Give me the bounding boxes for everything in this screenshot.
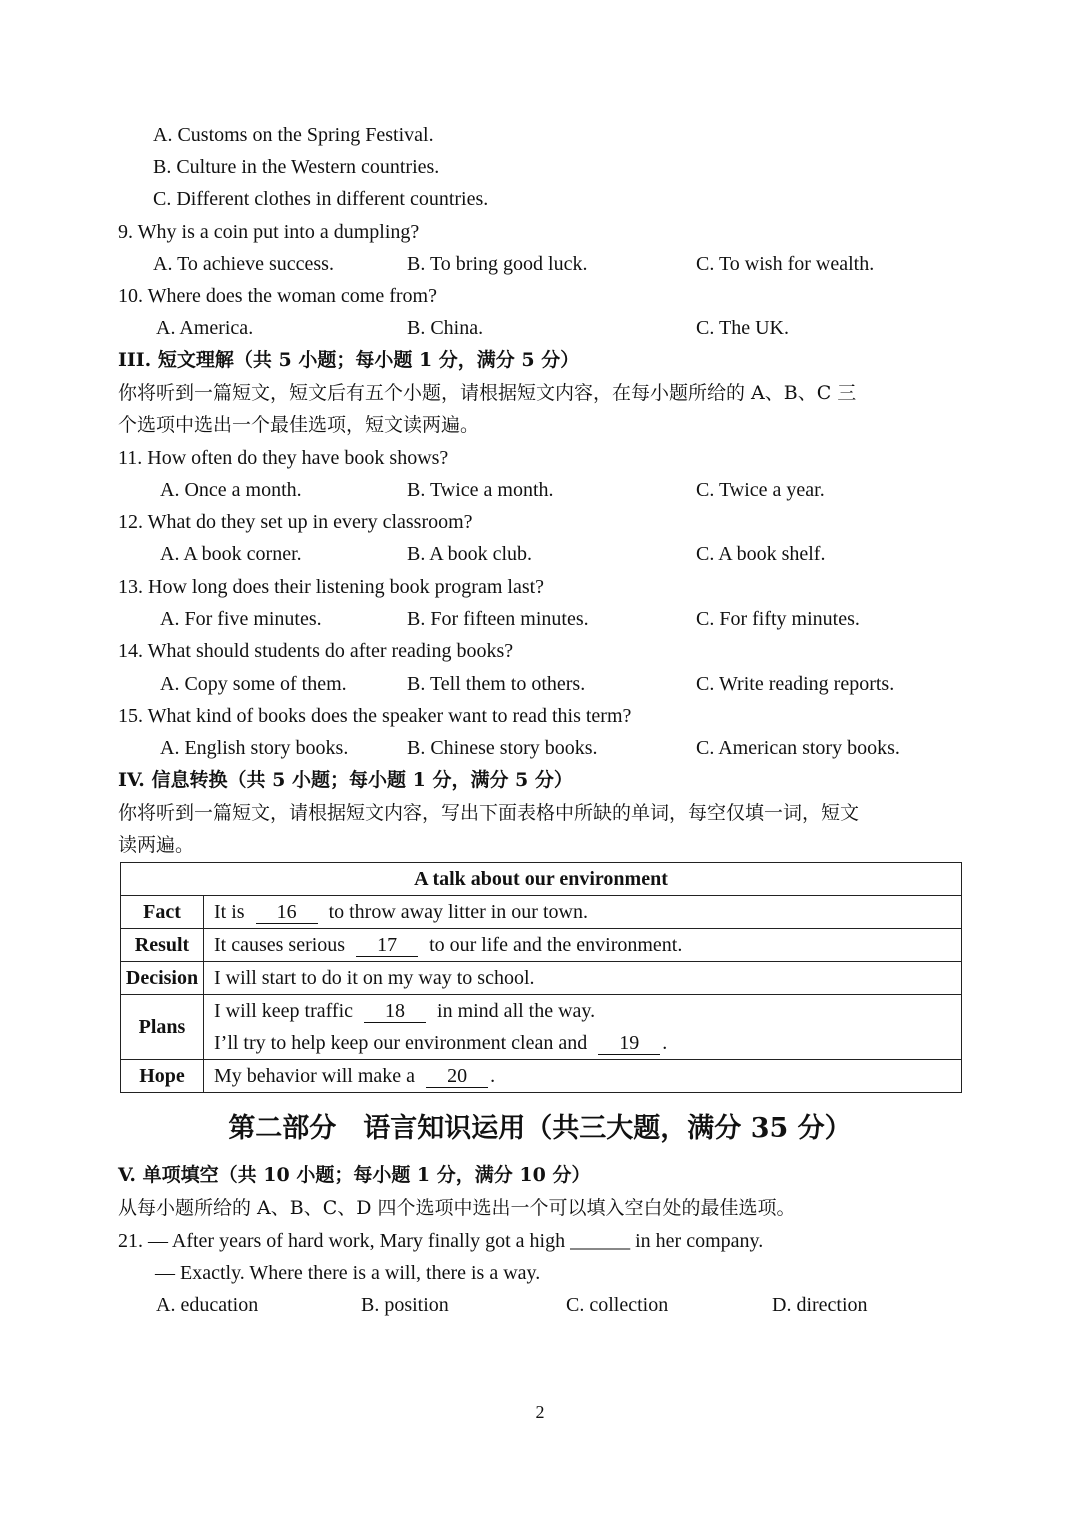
table-row-plans: [121, 995, 962, 1060]
q13-option-a: A. For five minutes.: [160, 608, 322, 630]
section3-heading: III. 短文理解（共 5 小题；每小题 1 分，满分 5 分）: [118, 349, 580, 371]
page-number: 2: [535, 1402, 545, 1422]
table-row-result: [121, 929, 962, 962]
q21-option-b: B. position: [361, 1294, 449, 1316]
blank-20[interactable]: 20: [426, 1065, 488, 1088]
q13-option-c: C. For fifty minutes.: [696, 608, 860, 630]
row-label-fact: Fact: [121, 896, 204, 929]
row-content-plans: [204, 995, 962, 1060]
blank-18[interactable]: 18: [364, 1000, 426, 1023]
row-label-hope: Hope: [121, 1060, 204, 1093]
plans-line-2: I’ll try to help keep our environment clean and 19 .: [214, 1032, 668, 1054]
table-row-hope: [121, 1060, 962, 1093]
row-content-result: It causes serious 17 to our life and the environment.: [204, 929, 962, 962]
q15-option-c: C. American story books.: [696, 737, 900, 759]
q11-question: 11. How often do they have book shows?: [118, 447, 449, 469]
q9-option-c: C. To wish for wealth.: [696, 253, 875, 275]
q10-option-b: B. China.: [407, 317, 484, 339]
q14-option-c: C. Write reading reports.: [696, 673, 895, 695]
q11-option-c: C. Twice a year.: [696, 479, 825, 501]
q15-option-b: B. Chinese story books.: [407, 737, 598, 759]
section5-instruction: 从每小题所给的 A、B、C、D 四个选项中选出一个可以填入空白处的最佳选项。: [118, 1197, 796, 1219]
q8-option-a: A. Customs on the Spring Festival.: [153, 124, 434, 146]
section3-instruction-1: 你将听到一篇短文，短文后有五个小题，请根据短文内容，在每小题所给的 A、B、C 三: [118, 382, 857, 404]
section4-heading: IV. 信息转换（共 5 小题；每小题 1 分，满分 5 分）: [118, 769, 573, 791]
q12-question: 12. What do they set up in every classroom?: [118, 511, 473, 533]
q11-option-b: B. Twice a month.: [407, 479, 554, 501]
q11-option-a: A. Once a month.: [160, 479, 302, 501]
row-label-plans: Plans: [121, 995, 204, 1060]
row-content-fact: It is 16 to throw away litter in our town.: [204, 896, 962, 929]
row-content-decision: I will start to do it on my way to school.: [204, 962, 962, 995]
q10-question: 10. Where does the woman come from?: [118, 285, 437, 307]
q15-question: 15. What kind of books does the speaker want to read this term?: [118, 705, 632, 727]
q12-option-c: C. A book shelf.: [696, 543, 826, 565]
table-title: A talk about our environment: [121, 863, 962, 896]
q15-option-a: A. English story books.: [160, 737, 349, 759]
q14-option-b: B. Tell them to others.: [407, 673, 586, 695]
q21-option-c: C. collection: [566, 1294, 669, 1316]
part2-title: 第二部分 语言知识运用（共三大题，满分 35 分）: [228, 1113, 852, 1144]
q12-option-a: A. A book corner.: [160, 543, 302, 565]
q10-option-a: A. America.: [156, 317, 254, 339]
q8-option-c: C. Different clothes in different countries.: [153, 188, 489, 210]
section3-instruction-2: 个选项中选出一个最佳选项，短文读两遍。: [118, 414, 480, 436]
plans-line-1: I will keep traffic 18 in mind all the way.: [214, 1000, 596, 1022]
table-row-fact: [121, 896, 962, 929]
q21-line-2: — Exactly. Where there is a will, there is a way.: [155, 1262, 541, 1284]
row-label-decision: Decision: [121, 962, 204, 995]
q14-question: 14. What should students do after reading books?: [118, 640, 514, 662]
q10-option-c: C. The UK.: [696, 317, 789, 339]
q21-line-1: 21. — After years of hard work, Mary finally got a high ______ in her company.: [118, 1230, 764, 1252]
blank-17[interactable]: 17: [356, 934, 418, 957]
q14-option-a: A. Copy some of them.: [160, 673, 347, 695]
row-content-hope: My behavior will make a 20 .: [204, 1060, 962, 1093]
q9-option-b: B. To bring good luck.: [407, 253, 588, 275]
section5-heading: V. 单项填空（共 10 小题；每小题 1 分，满分 10 分）: [118, 1164, 591, 1186]
q13-question: 13. How long does their listening book program last?: [118, 576, 545, 598]
section4-instruction-1: 你将听到一篇短文，请根据短文内容，写出下面表格中所缺的单词，每空仅填一词，短文: [118, 802, 860, 824]
q9-option-a: A. To achieve success.: [153, 253, 334, 275]
info-table: [120, 862, 962, 1093]
q13-option-b: B. For fifteen minutes.: [407, 608, 589, 630]
blank-19[interactable]: 19: [598, 1032, 660, 1055]
section4-instruction-2: 读两遍。: [118, 834, 195, 856]
q21-option-a: A. education: [156, 1294, 259, 1316]
blank-16[interactable]: 16: [256, 901, 318, 924]
q9-question: 9. Why is a coin put into a dumpling?: [118, 221, 420, 243]
q21-option-d: D. direction: [772, 1294, 868, 1316]
q12-option-b: B. A book club.: [407, 543, 533, 565]
q8-option-b: B. Culture in the Western countries.: [153, 156, 440, 178]
row-label-result: Result: [121, 929, 204, 962]
table-row-decision: [121, 962, 962, 995]
